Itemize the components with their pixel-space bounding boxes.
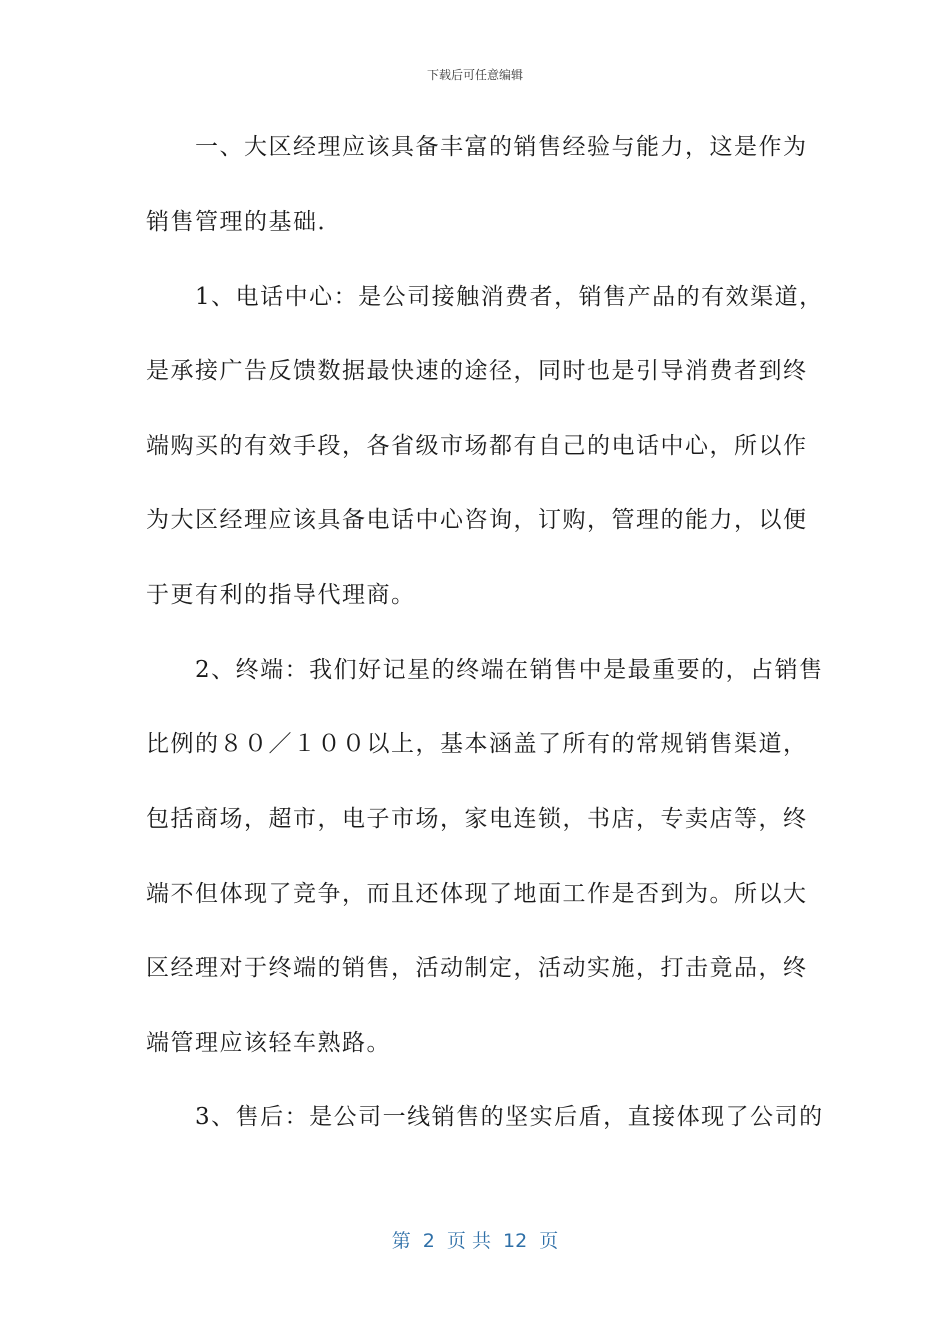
text-line: 端购买的有效手段，各省级市场都有自己的电话中心，所以作: [146, 433, 808, 459]
text-line: 一、大区经理应该具备丰富的销售经验与能力，这是作为: [146, 134, 808, 160]
header-note: 下载后可任意编辑: [426, 68, 523, 82]
text-line: 3、售后：是公司一线销售的坚实后盾，直接体现了公司的: [146, 1104, 824, 1130]
text-line: 比例的８０／１００以上，基本涵盖了所有的常规销售渠道，: [146, 731, 808, 757]
text-line: 端不但体现了竞争，而且还体现了地面工作是否到为。所以大: [146, 881, 808, 907]
text-line: 于更有利的指导代理商。: [146, 582, 416, 608]
text-line: 区经理对于终端的销售，活动制定，活动实施，打击竟品，终: [146, 955, 808, 981]
text-line: 销售管理的基础．: [146, 209, 342, 235]
text-line: 2、终端：我们好记星的终端在销售中是最重要的，占销售: [146, 657, 824, 683]
text-line: 是承接广告反馈数据最快速的途径，同时也是引导消费者到终: [146, 358, 808, 384]
text-line: 为大区经理应该具备电话中心咨询，订购，管理的能力，以便: [146, 507, 808, 533]
text-line: 端管理应该轻车熟路。: [146, 1030, 391, 1056]
page-number: 第 2 页 共 12 页: [391, 1230, 559, 1252]
text-line: 包括商场，超市，电子市场，家电连锁，书店，专卖店等，终: [146, 806, 808, 832]
text-line: 1、电话中心：是公司接触消费者，销售产品的有效渠道，: [146, 284, 824, 310]
